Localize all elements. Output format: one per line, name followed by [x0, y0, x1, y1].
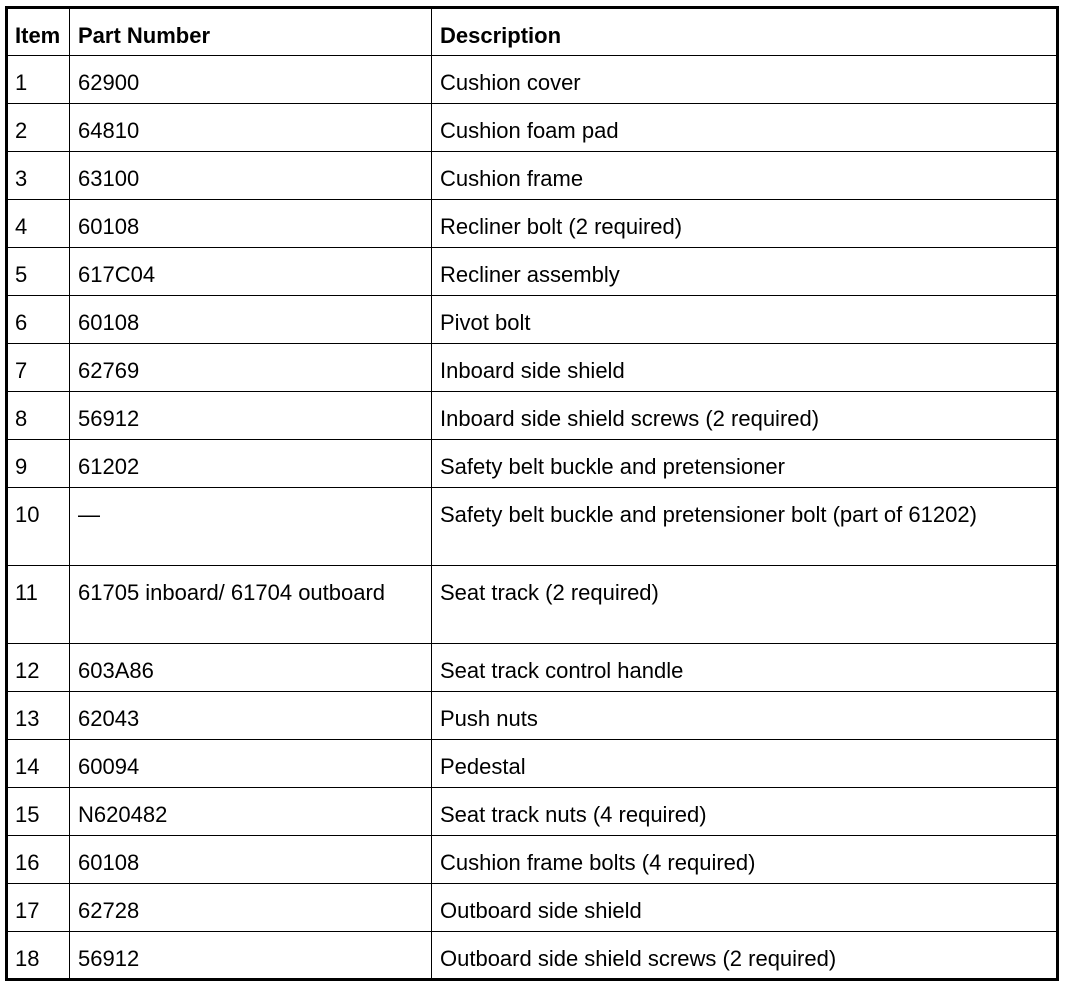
- table-row: [7, 692, 1058, 740]
- item-cell: 3: [7, 152, 70, 200]
- part-number-cell: 603A86: [70, 644, 432, 692]
- parts-table: [5, 6, 1059, 981]
- description-cell: Inboard side shield: [432, 344, 1058, 392]
- item-cell: 13: [7, 692, 70, 740]
- table-row: [7, 248, 1058, 296]
- description-cell: Pivot bolt: [432, 296, 1058, 344]
- description-cell: Cushion cover: [432, 56, 1058, 104]
- item-cell: 18: [7, 932, 70, 980]
- description-cell: Seat track nuts (4 required): [432, 788, 1058, 836]
- table-row: [7, 152, 1058, 200]
- description-cell: Cushion frame bolts (4 required): [432, 836, 1058, 884]
- description-cell: Pedestal: [432, 740, 1058, 788]
- part-number-cell: 60094: [70, 740, 432, 788]
- description-cell: Outboard side shield screws (2 required): [432, 932, 1058, 980]
- part-number-cell: 617C04: [70, 248, 432, 296]
- description-cell: Inboard side shield screws (2 required): [432, 392, 1058, 440]
- item-cell: 6: [7, 296, 70, 344]
- column-header-description: Description: [432, 8, 1058, 56]
- part-number-cell: 61705 inboard/ 61704 outboard: [70, 566, 432, 644]
- part-number-cell: 56912: [70, 932, 432, 980]
- table-header: [7, 8, 1058, 56]
- table-row: [7, 488, 1058, 566]
- description-cell: Cushion frame: [432, 152, 1058, 200]
- item-cell: 11: [7, 566, 70, 644]
- description-cell: Safety belt buckle and pretensioner: [432, 440, 1058, 488]
- part-number-cell: 62769: [70, 344, 432, 392]
- part-number-cell: 62043: [70, 692, 432, 740]
- table-row: [7, 56, 1058, 104]
- description-cell: Seat track control handle: [432, 644, 1058, 692]
- header-row: [7, 8, 1058, 56]
- item-cell: 15: [7, 788, 70, 836]
- table-row: [7, 200, 1058, 248]
- part-number-cell: 64810: [70, 104, 432, 152]
- item-cell: 16: [7, 836, 70, 884]
- part-number-cell: 60108: [70, 836, 432, 884]
- item-cell: 12: [7, 644, 70, 692]
- description-cell: Safety belt buckle and pretensioner bolt (part of 61202): [432, 488, 1058, 566]
- description-cell: Seat track (2 required): [432, 566, 1058, 644]
- table-row: [7, 932, 1058, 980]
- part-number-cell: 63100: [70, 152, 432, 200]
- description-cell: Outboard side shield: [432, 884, 1058, 932]
- item-cell: 5: [7, 248, 70, 296]
- table-row: [7, 644, 1058, 692]
- description-cell: Recliner assembly: [432, 248, 1058, 296]
- table-row: [7, 344, 1058, 392]
- table-row: [7, 740, 1058, 788]
- table-row: [7, 788, 1058, 836]
- part-number-cell: 60108: [70, 296, 432, 344]
- table-row: [7, 836, 1058, 884]
- item-cell: 7: [7, 344, 70, 392]
- table-row: [7, 884, 1058, 932]
- description-cell: Recliner bolt (2 required): [432, 200, 1058, 248]
- table-row: [7, 440, 1058, 488]
- item-cell: 4: [7, 200, 70, 248]
- item-cell: 10: [7, 488, 70, 566]
- item-cell: 2: [7, 104, 70, 152]
- part-number-cell: N620482: [70, 788, 432, 836]
- description-cell: Cushion foam pad: [432, 104, 1058, 152]
- part-number-cell: 62900: [70, 56, 432, 104]
- column-header-part-number: Part Number: [70, 8, 432, 56]
- part-number-cell: 61202: [70, 440, 432, 488]
- table-body: [7, 56, 1058, 980]
- description-cell: Push nuts: [432, 692, 1058, 740]
- item-cell: 9: [7, 440, 70, 488]
- item-cell: 14: [7, 740, 70, 788]
- part-number-cell: 62728: [70, 884, 432, 932]
- table-row: [7, 104, 1058, 152]
- part-number-cell: 56912: [70, 392, 432, 440]
- item-cell: 1: [7, 56, 70, 104]
- item-cell: 8: [7, 392, 70, 440]
- part-number-cell: 60108: [70, 200, 432, 248]
- part-number-cell: —: [70, 488, 432, 566]
- column-header-item: Item: [7, 8, 70, 56]
- table-row: [7, 296, 1058, 344]
- table-row: [7, 566, 1058, 644]
- item-cell: 17: [7, 884, 70, 932]
- table-row: [7, 392, 1058, 440]
